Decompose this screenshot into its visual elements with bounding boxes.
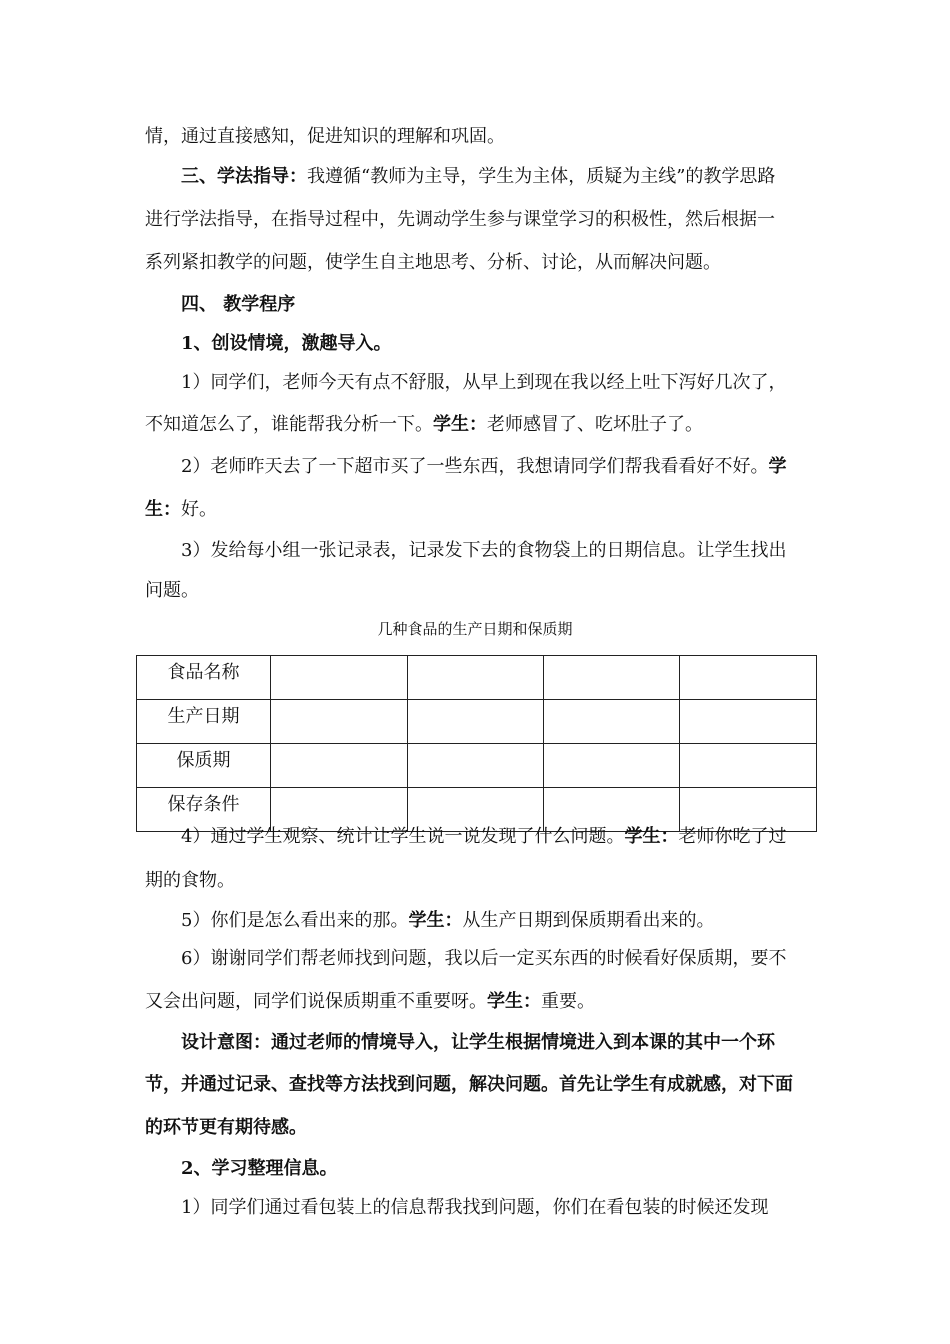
paragraph-line: 1）同学们通过看包装上的信息帮我找到问题，你们在看包装的时候还发现 [181,1197,769,1218]
paragraph-line: 3）发给每小组一张记录表，记录发下去的食物袋上的日期信息。让学生找出 [181,540,787,561]
paragraph-line: 进行学法指导，在指导过程中，先调动学生参与课堂学习的积极性，然后根据一 [145,209,775,230]
table-cell [544,700,680,744]
paragraph-line: 情，通过直接感知，促进知识的理解和巩固。 [145,126,505,147]
paragraph-line: 系列紧扣教学的问题，使学生自主地思考、分析、讨论，从而解决问题。 [145,252,721,273]
table-cell [408,656,544,700]
row-header: 保质期 [137,744,271,788]
table-cell [680,656,817,700]
row-header: 生产日期 [137,700,271,744]
row-header: 食品名称 [137,656,271,700]
section-heading: 四、 教学程序 [181,294,296,315]
paragraph-text: 老师你吃了过 [678,826,787,847]
design-intent-line: 设计意图：通过老师的情境导入，让学生根据情境进入到本课的其中一个环 [181,1032,775,1053]
student-label: 学生： [624,826,679,847]
paragraph-text: 重要。 [541,991,595,1012]
student-label: 生： [145,499,181,520]
table-cell [271,744,408,788]
table-row [137,656,817,700]
table-row [137,744,817,788]
paragraph-text: 老师感冒了、吃坏肚子了。 [487,414,703,435]
paragraph-text: 我遵循“教师为主导，学生为主体，质疑为主线”的教学思路 [307,166,776,187]
paragraph-line: 问题。 [145,580,199,601]
student-label: 学生： [487,991,541,1012]
table-cell [680,744,817,788]
paragraph-line [181,164,815,190]
paragraph-line [145,989,815,1015]
paragraph-line [145,497,815,523]
paragraph-line [145,412,815,438]
student-label: 学生： [408,910,463,931]
row-header: 保存条件 [137,788,271,832]
section-heading-inline: 三、学法指导： [181,166,307,187]
paragraph-line [181,824,815,850]
subsection-heading: 1、创设情境，激趣导入。 [181,333,392,354]
paragraph-line [181,908,815,934]
table-cell [271,656,408,700]
student-label: 学 [768,456,787,477]
table-cell [408,700,544,744]
paragraph-line: 6）谢谢同学们帮老师找到问题，我以后一定买东西的时候看好保质期，要不 [181,948,787,969]
subsection-heading: 2、学习整理信息。 [181,1158,338,1179]
paragraph-text: 又会出问题，同学们说保质期重不重要呀。 [145,991,487,1012]
design-intent-line: 节，并通过记录、查找等方法找到问题，解决问题。首先让学生有成就感，对下面 [145,1074,793,1095]
table-cell [271,700,408,744]
paragraph-text: 不知道怎么了，谁能帮我分析一下。 [145,414,433,435]
table-cell [680,700,817,744]
table-row [137,700,817,744]
paragraph-line: 期的食物。 [145,870,235,891]
date-record-table [136,655,817,832]
design-intent-line: 的环节更有期待感。 [145,1117,307,1138]
table-cell [544,744,680,788]
table-caption: 几种食品的生产日期和保质期 [377,620,573,638]
paragraph-text: 好。 [181,499,217,520]
table-cell [544,656,680,700]
paragraph-text: 5）你们是怎么看出来的那。 [181,910,409,931]
table-cell [408,744,544,788]
paragraph-text: 从生产日期到保质期看出来的。 [462,910,715,931]
student-label: 学生： [433,414,487,435]
paragraph-line: 1）同学们，老师今天有点不舒服，从早上到现在我以经上吐下泻好几次了， [181,372,787,393]
paragraph-line [181,454,815,480]
paragraph-text: 4）通过学生观察、统计让学生说一说发现了什么问题。 [181,826,625,847]
paragraph-text: 2）老师昨天去了一下超市买了一些东西，我想请同学们帮我看看好不好。 [181,456,769,477]
